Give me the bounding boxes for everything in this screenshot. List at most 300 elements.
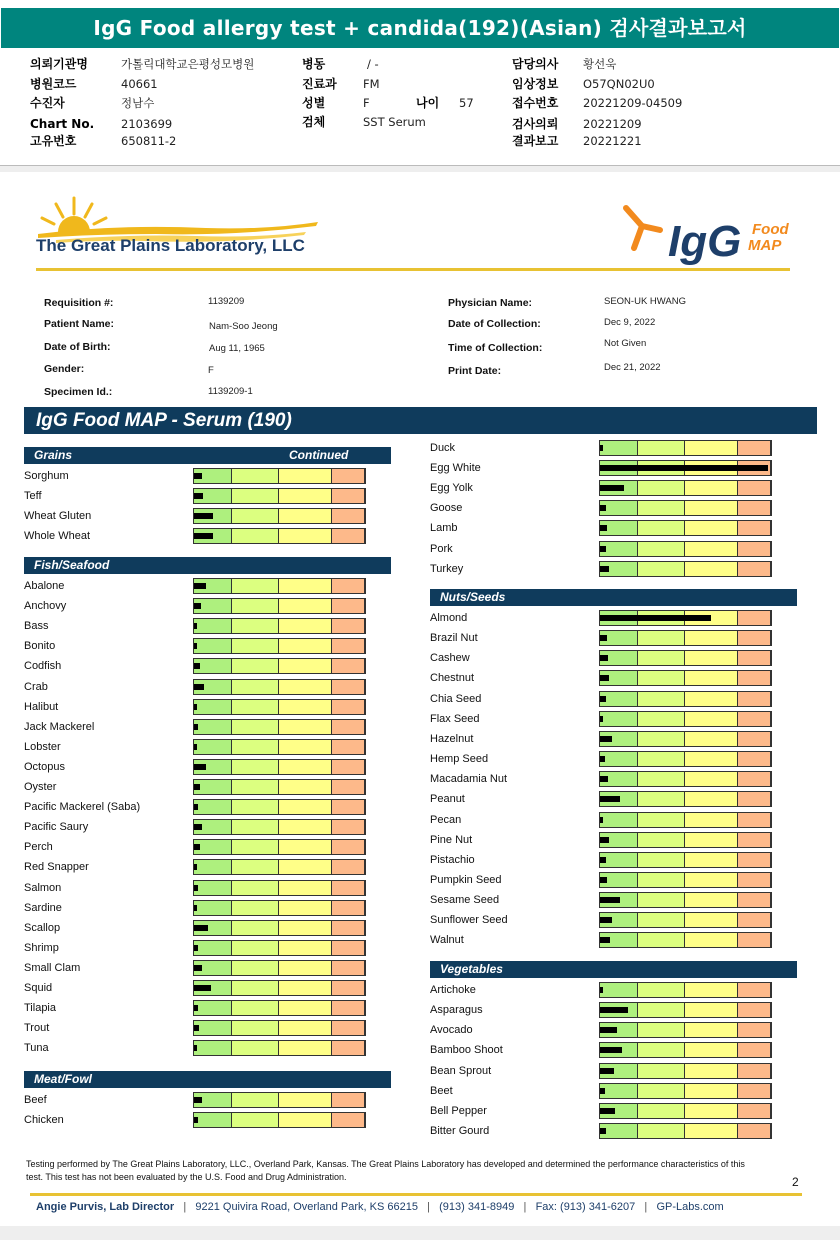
igg-level-fill: [194, 945, 198, 951]
igg-level-fill: [194, 885, 198, 891]
igg-level-fill: [600, 776, 608, 782]
kr-label-report-date: 결과보고: [512, 134, 559, 148]
igg-level-fill: [194, 1117, 198, 1123]
label-specimen-id: Specimen Id.:: [44, 386, 113, 398]
bar-zone: [638, 772, 685, 786]
kr-value-department: FM: [363, 77, 380, 91]
igg-level-bar: [193, 900, 366, 916]
food-row: [430, 982, 780, 1002]
igg-level-bar: [599, 872, 772, 888]
bar-zone: [685, 441, 738, 455]
igg-level-fill: [600, 635, 607, 641]
igg-level-fill: [600, 566, 609, 572]
kr-value-hospital-code: 40661: [121, 77, 158, 91]
bar-zone: [194, 941, 232, 955]
bar-zone: [332, 981, 365, 995]
bar-zone: [638, 813, 685, 827]
bar-zone: [232, 469, 279, 483]
report-banner: IgG Food MAP - Serum (190): [24, 407, 817, 434]
igg-level-fill: [194, 804, 198, 810]
food-row: [24, 880, 374, 900]
igg-level-bar: [599, 460, 772, 476]
food-row: [24, 528, 374, 548]
bar-zone: [685, 1064, 738, 1078]
label-gender: Gender:: [44, 363, 85, 375]
bar-zone: [738, 1043, 771, 1057]
kr-value-receipt-no: 20221209-04509: [583, 96, 683, 110]
bar-zone: [232, 720, 279, 734]
igg-level-bar: [599, 852, 772, 868]
section-title-grains: Grains: [34, 448, 73, 462]
kr-label-institution: 의뢰기관명: [30, 57, 88, 71]
value-print-date: Dec 21, 2022: [604, 362, 661, 373]
food-row: [24, 488, 374, 508]
bar-zone: [638, 1043, 685, 1057]
bar-zone: [685, 1084, 738, 1098]
igg-level-fill: [600, 525, 607, 531]
bar-zone: [194, 1041, 232, 1055]
food-row: [430, 650, 780, 670]
igg-level-bar: [599, 541, 772, 557]
food-name: Sunflower Seed: [430, 914, 508, 926]
bar-zone: [279, 1041, 332, 1055]
igg-level-fill: [600, 655, 608, 661]
bar-zone: [232, 901, 279, 915]
bar-zone: [685, 792, 738, 806]
bar-zone: [638, 732, 685, 746]
bar-zone: [738, 712, 771, 726]
bar-zone: [332, 680, 365, 694]
food-row: [24, 980, 374, 1000]
igg-level-bar: [193, 508, 366, 524]
bar-zone: [279, 639, 332, 653]
kr-label-age: 나이: [416, 96, 440, 110]
bar-zone: [738, 1003, 771, 1017]
food-row: [430, 832, 780, 852]
igg-level-bar: [599, 500, 772, 516]
bar-zone: [232, 740, 279, 754]
bar-zone: [232, 800, 279, 814]
igg-level-fill: [194, 844, 200, 850]
igg-level-fill: [600, 1108, 615, 1114]
bar-zone: [638, 521, 685, 535]
bar-zone: [685, 772, 738, 786]
igg-level-fill: [600, 675, 609, 681]
bar-zone: [738, 983, 771, 997]
food-name: Pork: [430, 543, 453, 555]
igg-level-bar: [599, 1123, 772, 1139]
food-name: Trout: [24, 1022, 50, 1034]
bar-zone: [232, 981, 279, 995]
kr-report-header: [0, 0, 840, 166]
bar-zone: [279, 921, 332, 935]
bar-zone: [232, 529, 279, 543]
kr-value-report-date: 20221221: [583, 134, 642, 148]
food-name: Artichoke: [430, 984, 476, 996]
bar-zone: [738, 792, 771, 806]
bar-zone: [232, 1041, 279, 1055]
food-row: [430, 771, 780, 791]
bar-zone: [332, 639, 365, 653]
igg-level-fill: [600, 987, 603, 993]
food-row: [24, 1092, 374, 1112]
bar-zone: [279, 860, 332, 874]
food-row: [24, 920, 374, 940]
kr-value-specimen: SST Serum: [363, 115, 426, 129]
food-name: Sardine: [24, 902, 62, 914]
igg-level-fill: [194, 784, 200, 790]
food-name: Chicken: [24, 1114, 64, 1126]
bar-zone: [738, 562, 771, 576]
bar-zone: [279, 1021, 332, 1035]
kr-value-patient: 정남수: [121, 96, 155, 110]
food-row: [24, 1000, 374, 1020]
footer-contact: [36, 1201, 724, 1213]
food-row: [24, 739, 374, 759]
bar-zone: [638, 1003, 685, 1017]
food-name: Perch: [24, 841, 53, 853]
igg-level-bar: [193, 1020, 366, 1036]
bar-zone: [638, 983, 685, 997]
bar-zone: [194, 1113, 232, 1127]
igg-level-bar: [193, 488, 366, 504]
igg-level-bar: [599, 691, 772, 707]
bar-zone: [279, 800, 332, 814]
page-number: 2: [792, 1175, 799, 1189]
bar-zone: [332, 780, 365, 794]
food-name: Chestnut: [430, 672, 475, 684]
igg-level-fill: [194, 1005, 198, 1011]
bar-zone: [279, 509, 332, 523]
label-requisition: Requisition #:: [44, 297, 114, 309]
bar-zone: [738, 611, 771, 625]
bar-zone: [738, 521, 771, 535]
food-name: Codfish: [24, 660, 62, 672]
bar-zone: [738, 441, 771, 455]
food-name: Chia Seed: [430, 693, 482, 705]
igg-level-bar: [599, 1063, 772, 1079]
bar-zone: [332, 740, 365, 754]
igg-level-bar: [599, 1002, 772, 1018]
kr-value-chart-no: 2103699: [121, 117, 173, 131]
food-row: [24, 598, 374, 618]
footer-separator: |: [523, 1201, 527, 1213]
food-row: [430, 791, 780, 811]
bar-zone: [738, 873, 771, 887]
igg-level-bar: [193, 679, 366, 695]
bar-zone: [232, 860, 279, 874]
disclaimer-text: Testing performed by The Great Plains Laboratory, LLC., Overland Park, Kansas. The Great Plains Laboratory has developed and determined the performance characteristics of this test. This test has not been evaluated by the U.S. Food and Drug Administration.: [26, 1159, 745, 1182]
igg-level-fill: [600, 736, 612, 742]
bar-zone: [638, 1124, 685, 1138]
bar-zone: [638, 933, 685, 947]
igg-level-fill: [194, 704, 197, 710]
bar-zone: [685, 813, 738, 827]
food-name: Whole Wheat: [24, 530, 91, 542]
bar-zone: [685, 481, 738, 495]
bar-zone: [332, 1093, 365, 1107]
food-row: [24, 658, 374, 678]
igg-level-bar: [193, 528, 366, 544]
igg-level-bar: [193, 1040, 366, 1056]
lab-name: The Great Plains Laboratory, LLC: [36, 236, 305, 255]
bar-zone: [279, 1001, 332, 1015]
bar-zone: [685, 1003, 738, 1017]
igg-level-bar: [599, 912, 772, 928]
label-dob: Date of Birth:: [44, 341, 111, 353]
food-name: Squid: [24, 982, 53, 994]
bar-zone: [332, 800, 365, 814]
bar-zone: [738, 1124, 771, 1138]
bar-zone: [279, 820, 332, 834]
kr-label-chart-no: Chart No.: [30, 117, 95, 131]
kr-value-clinical-info: O57QN02U0: [583, 77, 655, 91]
igg-level-fill: [194, 925, 208, 931]
food-row: [430, 1002, 780, 1022]
section-title-vegetables: Vegetables: [440, 962, 503, 976]
food-row: [430, 731, 780, 751]
bar-zone: [194, 860, 232, 874]
food-name: Beet: [430, 1085, 453, 1097]
bar-zone: [332, 659, 365, 673]
igg-level-fill: [194, 764, 206, 770]
bar-zone: [332, 1021, 365, 1035]
bar-zone: [685, 933, 738, 947]
igg-level-fill: [194, 1045, 197, 1051]
food-name: Macadamia Nut: [430, 773, 508, 785]
bar-zone: [332, 509, 365, 523]
lab-address: 9221 Quivira Road, Overland Park, KS 66215: [195, 1201, 418, 1213]
igg-level-fill: [194, 985, 211, 991]
food-name: Teff: [24, 490, 42, 502]
bar-zone: [279, 1093, 332, 1107]
igg-level-fill: [194, 744, 197, 750]
bar-zone: [332, 1001, 365, 1015]
igg-level-bar: [193, 1000, 366, 1016]
igg-level-fill: [194, 663, 200, 669]
igg-level-fill: [600, 546, 606, 552]
footer-separator: |: [427, 1201, 430, 1213]
bar-zone: [738, 651, 771, 665]
kr-value-doctor: 황선욱: [583, 57, 617, 71]
bar-zone: [279, 740, 332, 754]
igg-level-fill: [600, 817, 603, 823]
bar-zone: [232, 509, 279, 523]
bar-zone: [638, 893, 685, 907]
bar-zone: [638, 833, 685, 847]
food-row: [430, 872, 780, 892]
value-patient-name: Nam-Soo Jeong: [209, 321, 278, 332]
food-name: Small Clam: [24, 962, 81, 974]
bar-zone: [279, 881, 332, 895]
igg-level-fill: [600, 837, 609, 843]
bar-zone: [738, 772, 771, 786]
bar-zone: [685, 692, 738, 706]
bar-zone: [738, 913, 771, 927]
igg-level-fill: [194, 824, 202, 830]
food-row: [430, 912, 780, 932]
food-name: Shrimp: [24, 942, 59, 954]
igg-level-fill: [194, 493, 203, 499]
kr-label-department: 진료과: [302, 77, 337, 91]
igg-level-bar: [599, 1103, 772, 1119]
food-name: Tilapia: [24, 1002, 56, 1014]
bar-zone: [638, 501, 685, 515]
bar-zone: [738, 1023, 771, 1037]
value-requisition: 1139209: [208, 296, 245, 307]
bar-zone: [638, 913, 685, 927]
bar-zone: [738, 1064, 771, 1078]
kr-label-specimen: 검체: [302, 115, 326, 129]
food-row: [430, 751, 780, 771]
food-row: [24, 759, 374, 779]
section-header-grains: [24, 447, 391, 464]
igg-level-fill: [600, 796, 620, 802]
bar-zone: [685, 893, 738, 907]
bar-zone: [685, 631, 738, 645]
bar-zone: [232, 700, 279, 714]
value-dob: Aug 11, 1965: [209, 343, 265, 354]
bar-zone: [738, 833, 771, 847]
bar-zone: [685, 1124, 738, 1138]
food-name: Egg Yolk: [430, 482, 473, 494]
igg-level-bar: [193, 920, 366, 936]
bar-zone: [638, 752, 685, 766]
bar-zone: [232, 489, 279, 503]
igg-level-fill: [194, 533, 213, 539]
igg-level-bar: [599, 1022, 772, 1038]
bar-zone: [232, 961, 279, 975]
food-row: [430, 440, 780, 460]
lab-website: GP-Labs.com: [656, 1201, 724, 1213]
food-row: [24, 1020, 374, 1040]
food-row: [24, 679, 374, 699]
food-name: Lobster: [24, 741, 61, 753]
igg-level-fill: [194, 643, 197, 649]
food-name: Avocado: [430, 1024, 473, 1036]
bar-zone: [685, 521, 738, 535]
igg-level-fill: [600, 917, 612, 923]
igg-level-bar: [193, 468, 366, 484]
food-row: [430, 932, 780, 952]
bar-zone: [279, 579, 332, 593]
igg-level-fill: [600, 716, 603, 722]
food-name: Duck: [430, 442, 456, 454]
food-name: Pistachio: [430, 854, 475, 866]
bar-zone: [279, 619, 332, 633]
value-specimen-id: 1139209-1: [208, 386, 253, 397]
bar-zone: [279, 700, 332, 714]
bar-zone: [738, 752, 771, 766]
bar-zone: [638, 692, 685, 706]
igg-level-fill: [600, 937, 610, 943]
food-name: Turkey: [430, 563, 464, 575]
page-bottom-band: [0, 1226, 840, 1240]
igg-level-bar: [599, 982, 772, 998]
food-name: Bamboo Shoot: [430, 1044, 503, 1056]
igg-level-bar: [193, 940, 366, 956]
bar-zone: [638, 1023, 685, 1037]
igg-level-bar: [599, 751, 772, 767]
igg-level-bar: [193, 839, 366, 855]
bar-zone: [279, 961, 332, 975]
bar-zone: [332, 619, 365, 633]
bar-zone: [638, 792, 685, 806]
section-header-meat: [24, 1071, 391, 1088]
bar-zone: [232, 579, 279, 593]
igg-level-bar: [193, 1112, 366, 1128]
bar-zone: [638, 1084, 685, 1098]
food-name: Beef: [24, 1094, 47, 1106]
footer-separator: |: [183, 1201, 187, 1213]
igg-level-bar: [193, 1092, 366, 1108]
food-row: [24, 638, 374, 658]
igg-level-bar: [599, 440, 772, 456]
value-collection-time: Not Given: [604, 338, 647, 349]
bar-zone: [685, 873, 738, 887]
bar-zone: [738, 671, 771, 685]
bar-zone: [232, 599, 279, 613]
bar-zone: [600, 983, 638, 997]
bar-zone: [332, 489, 365, 503]
igg-level-bar: [193, 859, 366, 875]
igg-level-fill: [194, 583, 206, 589]
bar-zone: [685, 913, 738, 927]
bar-zone: [738, 631, 771, 645]
bar-zone: [738, 893, 771, 907]
bar-zone: [738, 542, 771, 556]
igg-level-fill: [600, 505, 606, 511]
bar-zone: [685, 1023, 738, 1037]
igg-level-fill: [600, 897, 620, 903]
bar-zone: [279, 780, 332, 794]
igg-level-fill: [194, 724, 198, 730]
bar-zone: [332, 961, 365, 975]
food-row: [430, 630, 780, 650]
bar-zone: [685, 732, 738, 746]
food-name: Brazil Nut: [430, 632, 478, 644]
food-row: [24, 960, 374, 980]
igg-level-bar: [193, 819, 366, 835]
igg-level-bar: [599, 670, 772, 686]
kr-label-sex: 성별: [302, 96, 326, 110]
bar-zone: [232, 820, 279, 834]
igg-level-bar: [193, 719, 366, 735]
page-divider: [0, 166, 840, 172]
igg-level-fill: [600, 1088, 605, 1094]
bar-zone: [279, 901, 332, 915]
bar-zone: [600, 813, 638, 827]
bar-zone: [332, 820, 365, 834]
bar-zone: [279, 760, 332, 774]
bar-zone: [194, 901, 232, 915]
food-name: Red Snapper: [24, 861, 89, 873]
lab-fax: Fax: (913) 341-6207: [535, 1201, 636, 1213]
food-name: Cashew: [430, 652, 470, 664]
igg-logo-food: Food: [752, 221, 789, 238]
food-row: [24, 819, 374, 839]
kr-value-age: 57: [459, 96, 474, 110]
igg-level-bar: [599, 630, 772, 646]
igg-level-bar: [193, 980, 366, 996]
food-name: Abalone: [24, 580, 65, 592]
food-name: Anchovy: [24, 600, 67, 612]
continued-label: Continued: [289, 448, 349, 462]
food-name: Bass: [24, 620, 49, 632]
food-name: Lamb: [430, 522, 458, 534]
bar-zone: [232, 1001, 279, 1015]
food-row: [430, 670, 780, 690]
